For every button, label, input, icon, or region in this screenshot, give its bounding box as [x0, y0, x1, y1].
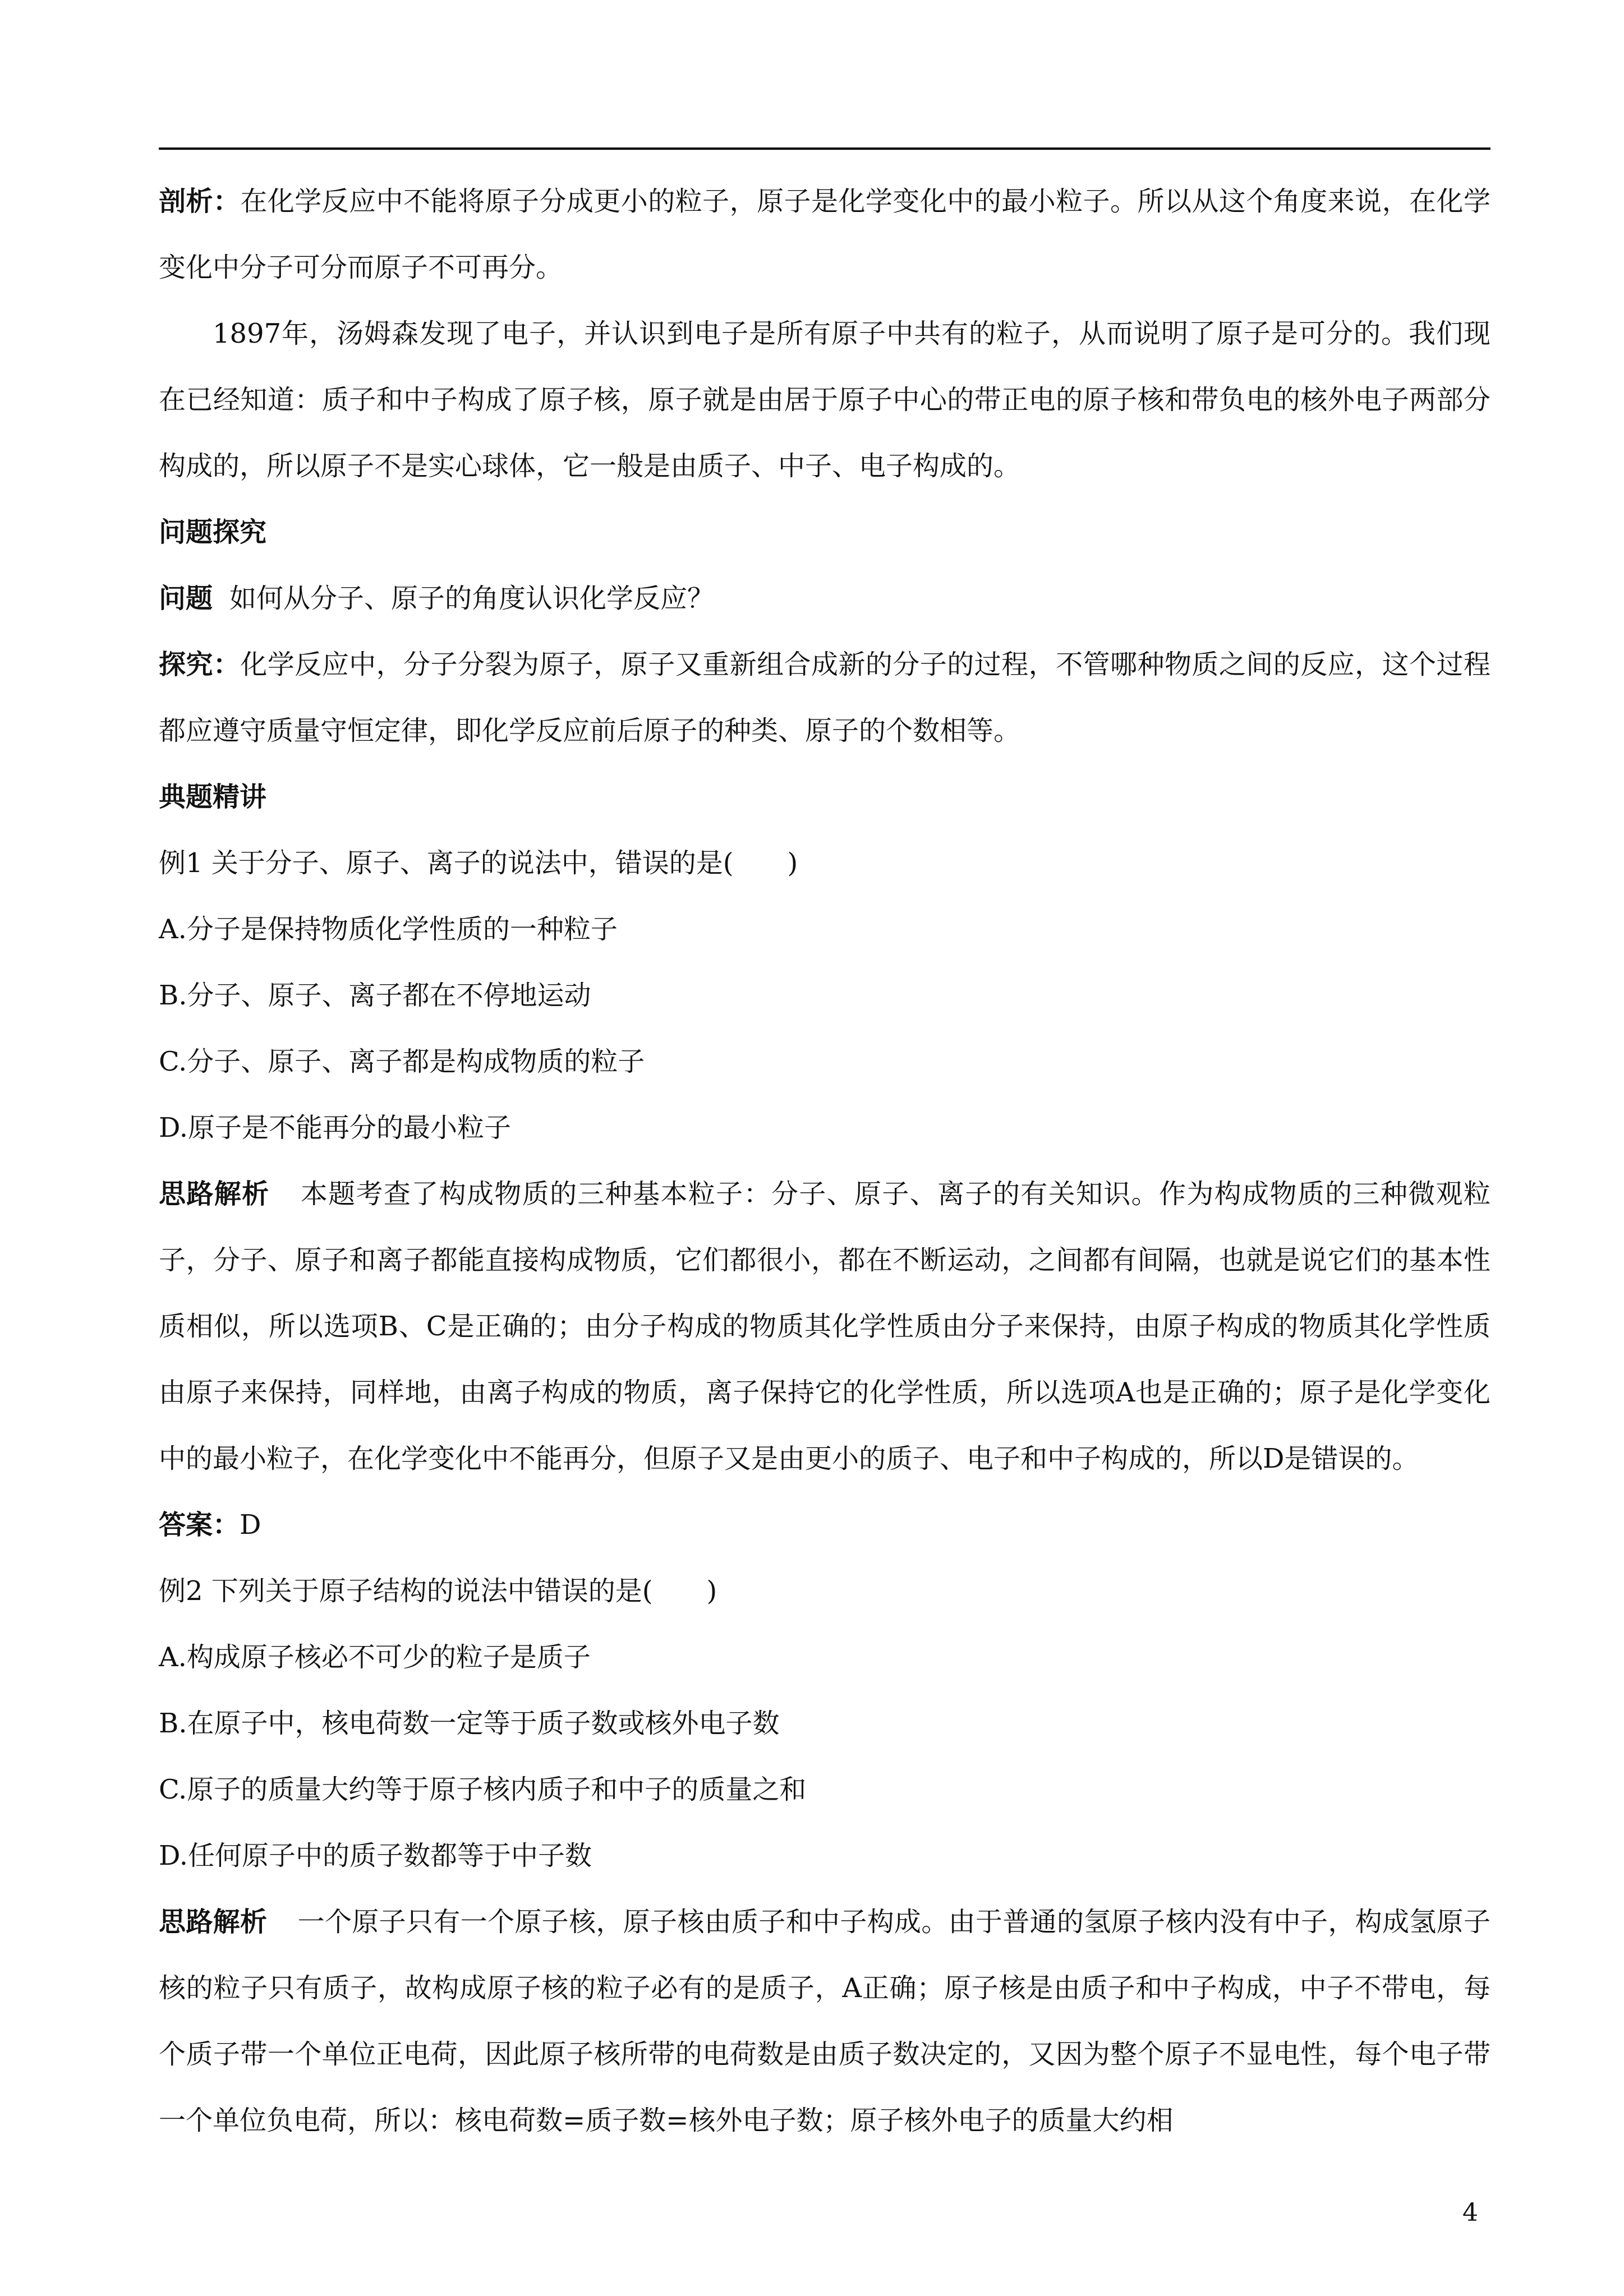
inquiry-answer-text: 化学反应中，分子分裂为原子，原子又重新组合成新的分子的过程，不管哪种物质之间的反应，这个过程都应遵守质量守恒定律，即化学反应前后原子的种类、原子的个数相等。	[159, 649, 1490, 746]
example2-option-d: D.任何原子中的质子数都等于中子数	[159, 1840, 592, 1871]
example1-analysis-text: 本题考查了构成物质的三种基本粒子：分子、原子、离子的有关知识。作为构成物质的三种微观粒子，分子、原子和离子都能直接构成物质，它们都很小，都在不断运动，之间都有间隔，也就是说它们的基本性质相似，所以选项B、C是正确的；由分子构成的物质其化学性质由分子来保持，由原子构成的物质其化学性质由原子来保持，同样地，由离子构成的物质，离子保持它的化学性质，所以选项A也是正确的；原子是化学变化中的最小粒子，在化学变化中不能再分，但原子又是由更小的质子、电子和中子构成的，所以D是错误的。	[159, 1178, 1490, 1474]
analysis-label: 剖析：	[159, 186, 241, 217]
inquiry-answer-paragraph	[159, 631, 1490, 764]
history-paragraph: 1897年，汤姆森发现了电子，并认识到电子是所有原子中共有的粒子，从而说明了原子是可分的。我们现在已经知道：质子和中子构成了原子核，原子就是由居于原子中心的带正电的原子核和带负电的核外电子两部分构成的，所以原子不是实心球体，它一般是由质子、中子、电子构成的。	[159, 318, 1490, 482]
example1-option-c: C.分子、原子、离子都是构成物质的粒子	[159, 1046, 645, 1077]
example1-option-a: A.分子是保持物质化学性质的一种粒子	[159, 914, 618, 945]
example2-stem: 例2 下列关于原子结构的说法中错误的是( )	[159, 1575, 717, 1607]
example2-option-c: C.原子的质量大约等于原子核内质子和中子的质量之和	[159, 1774, 807, 1805]
example1-analysis-label: 思路解析	[159, 1178, 270, 1210]
examples-heading: 典题精讲	[159, 781, 267, 813]
example2-option-a: A.构成原子核必不可少的粒子是质子	[159, 1642, 591, 1673]
example2-option-b: B.在原子中，核电荷数一定等于质子数或核外电子数	[159, 1708, 780, 1739]
question-text: 如何从分子、原子的角度认识化学反应？	[229, 583, 715, 614]
example2-analysis-label: 思路解析	[159, 1906, 268, 1938]
document-body	[159, 168, 1490, 2154]
inquiry-answer-label: 探究：	[159, 649, 241, 680]
example1-answer	[159, 1492, 1490, 1558]
example2-analysis-paragraph	[159, 1889, 1490, 2154]
question-label: 问题	[159, 583, 213, 614]
example1-option-b: B.分子、原子、离子都在不停地运动	[159, 980, 591, 1011]
example2-analysis-text: 一个原子只有一个原子核，原子核由质子和中子构成。由于普通的氢原子核内没有中子，构成氢原子核的粒子只有质子，故构成原子核的粒子必有的是质子，A正确；原子核是由质子和中子构成，中子不带电，每个质子带一个单位正电荷，因此原子核所带的电荷数是由质子数决定的，又因为整个原子不显电性，每个电子带一个单位负电荷，所以：核电荷数=质子数=核外电子数；原子核外电子的质量大约相	[159, 1906, 1490, 2136]
example1-answer-label: 答案：	[159, 1509, 240, 1541]
question-paragraph	[159, 565, 1490, 631]
analysis-text: 在化学反应中不能将原子分成更小的粒子，原子是化学变化中的最小粒子。所以从这个角度来说，在化学变化中分子可分而原子不可再分。	[159, 186, 1490, 283]
header-rule	[159, 147, 1490, 150]
page-number: 4	[1462, 2198, 1478, 2227]
example1-option-d: D.原子是不能再分的最小粒子	[159, 1112, 512, 1144]
example1-analysis-paragraph	[159, 1161, 1490, 1492]
example1-answer-value: D	[240, 1509, 261, 1541]
inquiry-heading: 问题探究	[159, 517, 267, 548]
example1-stem: 例1 关于分子、原子、离子的说法中，错误的是( )	[159, 847, 798, 879]
analysis-paragraph	[159, 168, 1490, 301]
